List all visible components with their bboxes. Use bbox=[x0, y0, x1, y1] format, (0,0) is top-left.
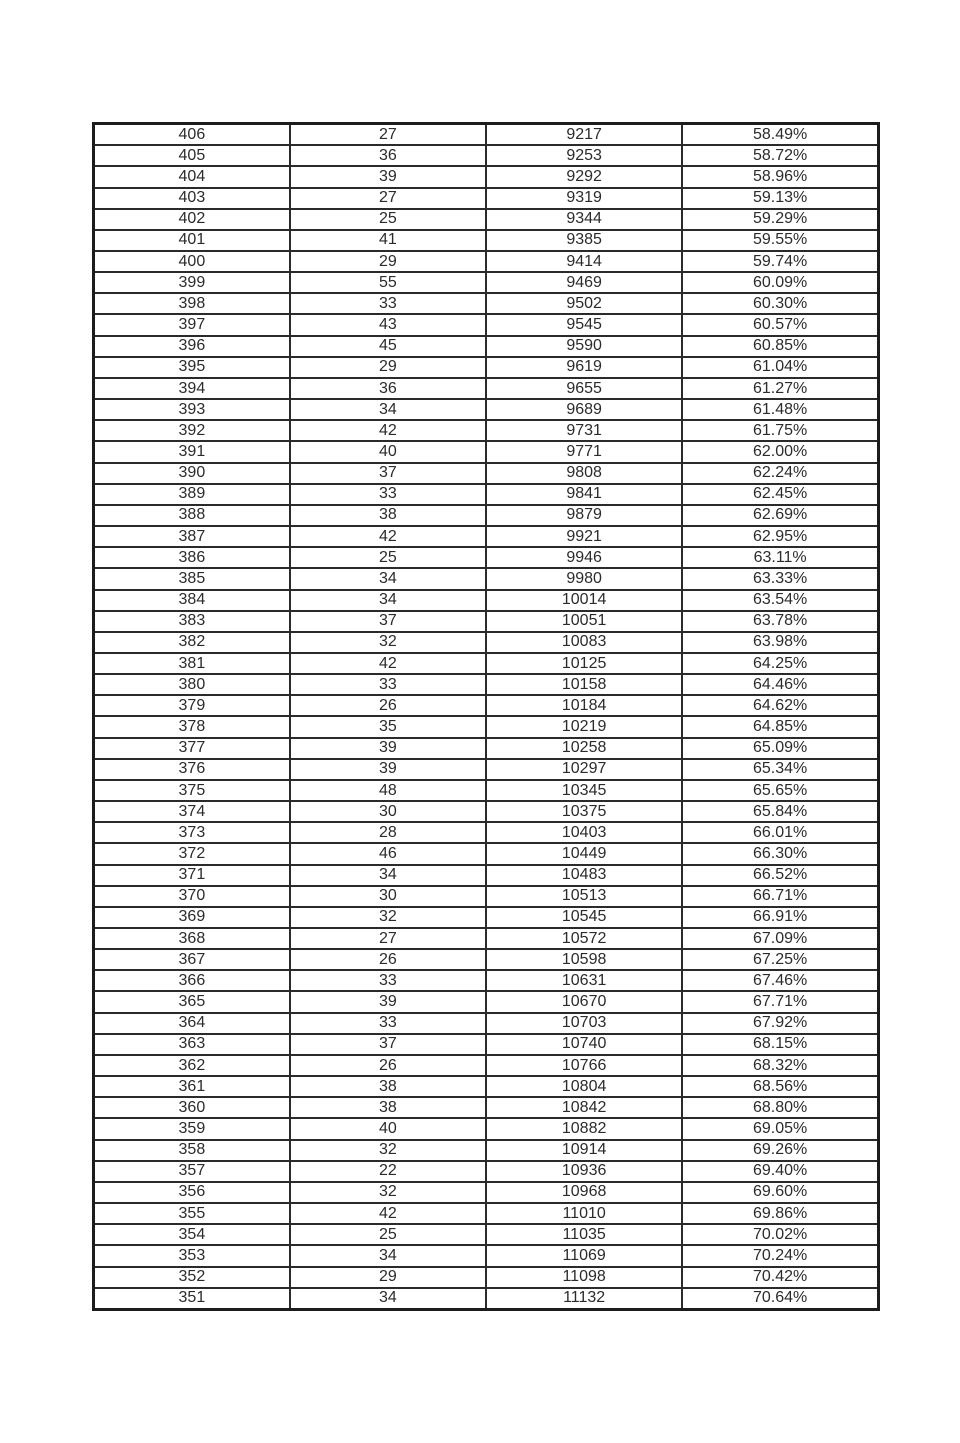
table-cell: 38 bbox=[290, 1097, 486, 1118]
table-cell: 363 bbox=[94, 1034, 290, 1055]
table-cell: 42 bbox=[290, 526, 486, 547]
table-cell: 45 bbox=[290, 336, 486, 357]
table-cell: 9545 bbox=[486, 314, 682, 335]
table-cell: 33 bbox=[290, 1013, 486, 1034]
table-cell: 34 bbox=[290, 590, 486, 611]
table-cell: 400 bbox=[94, 251, 290, 272]
table-cell: 406 bbox=[94, 124, 290, 146]
table-cell: 62.00% bbox=[682, 441, 878, 462]
table-cell: 64.46% bbox=[682, 674, 878, 695]
table-cell: 9731 bbox=[486, 420, 682, 441]
table-row bbox=[94, 1076, 879, 1097]
table-cell: 28 bbox=[290, 822, 486, 843]
table-cell: 26 bbox=[290, 1055, 486, 1076]
table-row bbox=[94, 716, 879, 737]
table-row bbox=[94, 272, 879, 293]
table-cell: 26 bbox=[290, 695, 486, 716]
table-cell: 70.64% bbox=[682, 1288, 878, 1310]
table-cell: 63.54% bbox=[682, 590, 878, 611]
table-cell: 59.55% bbox=[682, 230, 878, 251]
table-cell: 10375 bbox=[486, 801, 682, 822]
table-cell: 367 bbox=[94, 949, 290, 970]
table-cell: 10766 bbox=[486, 1055, 682, 1076]
table-cell: 11069 bbox=[486, 1245, 682, 1266]
table-cell: 10882 bbox=[486, 1118, 682, 1139]
table-row bbox=[94, 1097, 879, 1118]
table-row bbox=[94, 505, 879, 526]
table-cell: 40 bbox=[290, 1118, 486, 1139]
table-cell: 40 bbox=[290, 441, 486, 462]
table-cell: 39 bbox=[290, 991, 486, 1012]
table-cell: 33 bbox=[290, 970, 486, 991]
table-cell: 11010 bbox=[486, 1203, 682, 1224]
table-cell: 42 bbox=[290, 420, 486, 441]
table-cell: 42 bbox=[290, 1203, 486, 1224]
table-cell: 62.69% bbox=[682, 505, 878, 526]
table-row bbox=[94, 230, 879, 251]
table-cell: 9469 bbox=[486, 272, 682, 293]
table-cell: 403 bbox=[94, 188, 290, 209]
table-cell: 68.32% bbox=[682, 1055, 878, 1076]
table-cell: 385 bbox=[94, 568, 290, 589]
table-row bbox=[94, 1118, 879, 1139]
table-row bbox=[94, 420, 879, 441]
table-row bbox=[94, 970, 879, 991]
table-cell: 34 bbox=[290, 399, 486, 420]
table-row bbox=[94, 1055, 879, 1076]
table-cell: 63.33% bbox=[682, 568, 878, 589]
table-cell: 41 bbox=[290, 230, 486, 251]
table-row bbox=[94, 865, 879, 886]
table-cell: 383 bbox=[94, 611, 290, 632]
table-row bbox=[94, 166, 879, 187]
table-cell: 60.30% bbox=[682, 293, 878, 314]
table-cell: 69.60% bbox=[682, 1182, 878, 1203]
table-row bbox=[94, 209, 879, 230]
table-row bbox=[94, 568, 879, 589]
table-cell: 360 bbox=[94, 1097, 290, 1118]
table-cell: 61.48% bbox=[682, 399, 878, 420]
table-row bbox=[94, 1182, 879, 1203]
table-cell: 387 bbox=[94, 526, 290, 547]
table-cell: 380 bbox=[94, 674, 290, 695]
table-cell: 374 bbox=[94, 801, 290, 822]
table-cell: 393 bbox=[94, 399, 290, 420]
table-cell: 59.74% bbox=[682, 251, 878, 272]
table-cell: 10936 bbox=[486, 1161, 682, 1182]
table-cell: 9689 bbox=[486, 399, 682, 420]
table-cell: 10403 bbox=[486, 822, 682, 843]
table-cell: 10804 bbox=[486, 1076, 682, 1097]
table-row bbox=[94, 1288, 879, 1310]
table-cell: 65.34% bbox=[682, 759, 878, 780]
table-cell: 9253 bbox=[486, 145, 682, 166]
table-row bbox=[94, 484, 879, 505]
table-cell: 399 bbox=[94, 272, 290, 293]
table-cell: 67.25% bbox=[682, 949, 878, 970]
table-row bbox=[94, 399, 879, 420]
table-cell: 9619 bbox=[486, 357, 682, 378]
table-cell: 38 bbox=[290, 505, 486, 526]
table-cell: 30 bbox=[290, 886, 486, 907]
table-row bbox=[94, 928, 879, 949]
table-cell: 377 bbox=[94, 738, 290, 759]
table-cell: 70.42% bbox=[682, 1267, 878, 1288]
table-cell: 357 bbox=[94, 1161, 290, 1182]
table-cell: 70.24% bbox=[682, 1245, 878, 1266]
table-cell: 34 bbox=[290, 1245, 486, 1266]
table-row bbox=[94, 653, 879, 674]
table-cell: 10125 bbox=[486, 653, 682, 674]
table-cell: 402 bbox=[94, 209, 290, 230]
table-cell: 9414 bbox=[486, 251, 682, 272]
table-cell: 10014 bbox=[486, 590, 682, 611]
table-row bbox=[94, 1267, 879, 1288]
table-cell: 61.27% bbox=[682, 378, 878, 399]
table-cell: 32 bbox=[290, 1140, 486, 1161]
table-cell: 59.29% bbox=[682, 209, 878, 230]
table-cell: 32 bbox=[290, 1182, 486, 1203]
table-cell: 9946 bbox=[486, 547, 682, 568]
table-cell: 68.56% bbox=[682, 1076, 878, 1097]
table-cell: 382 bbox=[94, 632, 290, 653]
table-cell: 386 bbox=[94, 547, 290, 568]
table-row bbox=[94, 991, 879, 1012]
table-cell: 10483 bbox=[486, 865, 682, 886]
table-cell: 9319 bbox=[486, 188, 682, 209]
table-cell: 27 bbox=[290, 928, 486, 949]
table-cell: 384 bbox=[94, 590, 290, 611]
table-cell: 10345 bbox=[486, 780, 682, 801]
table-cell: 396 bbox=[94, 336, 290, 357]
table-cell: 39 bbox=[290, 166, 486, 187]
table-row bbox=[94, 843, 879, 864]
table-cell: 36 bbox=[290, 145, 486, 166]
table-cell: 59.13% bbox=[682, 188, 878, 209]
table-cell: 33 bbox=[290, 293, 486, 314]
table-row bbox=[94, 547, 879, 568]
table-cell: 390 bbox=[94, 463, 290, 484]
table-cell: 58.49% bbox=[682, 124, 878, 146]
table-cell: 69.86% bbox=[682, 1203, 878, 1224]
table-row bbox=[94, 124, 879, 146]
table-cell: 378 bbox=[94, 716, 290, 737]
table-cell: 10545 bbox=[486, 907, 682, 928]
table-cell: 9879 bbox=[486, 505, 682, 526]
table-cell: 37 bbox=[290, 611, 486, 632]
score-distribution-table bbox=[92, 122, 880, 1311]
table-cell: 58.96% bbox=[682, 166, 878, 187]
table-row bbox=[94, 1203, 879, 1224]
table-row bbox=[94, 188, 879, 209]
table-cell: 68.15% bbox=[682, 1034, 878, 1055]
table-cell: 69.26% bbox=[682, 1140, 878, 1161]
table-cell: 42 bbox=[290, 653, 486, 674]
table-cell: 375 bbox=[94, 780, 290, 801]
table-row bbox=[94, 1140, 879, 1161]
table-cell: 63.78% bbox=[682, 611, 878, 632]
table-cell: 36 bbox=[290, 378, 486, 399]
table-cell: 55 bbox=[290, 272, 486, 293]
table-cell: 9502 bbox=[486, 293, 682, 314]
table-row bbox=[94, 822, 879, 843]
table-cell: 395 bbox=[94, 357, 290, 378]
table-cell: 67.46% bbox=[682, 970, 878, 991]
table-cell: 64.62% bbox=[682, 695, 878, 716]
table-cell: 66.71% bbox=[682, 886, 878, 907]
table-cell: 65.65% bbox=[682, 780, 878, 801]
table-cell: 33 bbox=[290, 484, 486, 505]
table-cell: 355 bbox=[94, 1203, 290, 1224]
table-cell: 34 bbox=[290, 865, 486, 886]
table-cell: 39 bbox=[290, 738, 486, 759]
table-cell: 10513 bbox=[486, 886, 682, 907]
table-cell: 9921 bbox=[486, 526, 682, 547]
table-cell: 27 bbox=[290, 124, 486, 146]
table-cell: 381 bbox=[94, 653, 290, 674]
table-cell: 64.25% bbox=[682, 653, 878, 674]
table-cell: 48 bbox=[290, 780, 486, 801]
table-cell: 401 bbox=[94, 230, 290, 251]
table-row bbox=[94, 1034, 879, 1055]
table-cell: 366 bbox=[94, 970, 290, 991]
table-cell: 37 bbox=[290, 1034, 486, 1055]
table-cell: 369 bbox=[94, 907, 290, 928]
table-cell: 9292 bbox=[486, 166, 682, 187]
table-row bbox=[94, 1161, 879, 1182]
table-row bbox=[94, 590, 879, 611]
table-row bbox=[94, 357, 879, 378]
table-row bbox=[94, 336, 879, 357]
table-cell: 58.72% bbox=[682, 145, 878, 166]
table-cell: 70.02% bbox=[682, 1224, 878, 1245]
table-cell: 353 bbox=[94, 1245, 290, 1266]
table-cell: 66.01% bbox=[682, 822, 878, 843]
table-cell: 352 bbox=[94, 1267, 290, 1288]
table-body bbox=[94, 124, 879, 1310]
table-cell: 34 bbox=[290, 568, 486, 589]
table-row bbox=[94, 632, 879, 653]
table-cell: 11035 bbox=[486, 1224, 682, 1245]
table-cell: 10670 bbox=[486, 991, 682, 1012]
table-cell: 26 bbox=[290, 949, 486, 970]
table-cell: 10631 bbox=[486, 970, 682, 991]
table-row bbox=[94, 251, 879, 272]
table-cell: 365 bbox=[94, 991, 290, 1012]
table-cell: 32 bbox=[290, 907, 486, 928]
table-cell: 10740 bbox=[486, 1034, 682, 1055]
table-cell: 389 bbox=[94, 484, 290, 505]
table-row bbox=[94, 145, 879, 166]
table-cell: 60.85% bbox=[682, 336, 878, 357]
table-cell: 11132 bbox=[486, 1288, 682, 1310]
table-cell: 9980 bbox=[486, 568, 682, 589]
table-cell: 391 bbox=[94, 441, 290, 462]
table-cell: 60.57% bbox=[682, 314, 878, 335]
table-cell: 62.24% bbox=[682, 463, 878, 484]
table-cell: 63.98% bbox=[682, 632, 878, 653]
table-cell: 351 bbox=[94, 1288, 290, 1310]
table-cell: 39 bbox=[290, 759, 486, 780]
table-cell: 65.84% bbox=[682, 801, 878, 822]
table-cell: 379 bbox=[94, 695, 290, 716]
table-row bbox=[94, 674, 879, 695]
table-cell: 9771 bbox=[486, 441, 682, 462]
table-cell: 10158 bbox=[486, 674, 682, 695]
table-cell: 29 bbox=[290, 1267, 486, 1288]
table-cell: 11098 bbox=[486, 1267, 682, 1288]
table-row bbox=[94, 1013, 879, 1034]
table-cell: 9217 bbox=[486, 124, 682, 146]
table-cell: 69.05% bbox=[682, 1118, 878, 1139]
table-cell: 9344 bbox=[486, 209, 682, 230]
table-row bbox=[94, 907, 879, 928]
table-cell: 10184 bbox=[486, 695, 682, 716]
table-cell: 10842 bbox=[486, 1097, 682, 1118]
table-row bbox=[94, 1224, 879, 1245]
table-cell: 361 bbox=[94, 1076, 290, 1097]
table-cell: 10914 bbox=[486, 1140, 682, 1161]
table-cell: 9655 bbox=[486, 378, 682, 399]
table-cell: 9841 bbox=[486, 484, 682, 505]
table-cell: 364 bbox=[94, 1013, 290, 1034]
table-cell: 404 bbox=[94, 166, 290, 187]
table-cell: 60.09% bbox=[682, 272, 878, 293]
table-cell: 10968 bbox=[486, 1182, 682, 1203]
table-row bbox=[94, 780, 879, 801]
table-cell: 33 bbox=[290, 674, 486, 695]
table-row bbox=[94, 801, 879, 822]
table-cell: 9590 bbox=[486, 336, 682, 357]
table-cell: 376 bbox=[94, 759, 290, 780]
table-cell: 35 bbox=[290, 716, 486, 737]
table-row bbox=[94, 293, 879, 314]
table-cell: 69.40% bbox=[682, 1161, 878, 1182]
table-cell: 10598 bbox=[486, 949, 682, 970]
table-row bbox=[94, 378, 879, 399]
table-cell: 10703 bbox=[486, 1013, 682, 1034]
table-cell: 25 bbox=[290, 209, 486, 230]
table-cell: 354 bbox=[94, 1224, 290, 1245]
table-cell: 398 bbox=[94, 293, 290, 314]
table-cell: 9808 bbox=[486, 463, 682, 484]
table-cell: 10449 bbox=[486, 843, 682, 864]
table-cell: 22 bbox=[290, 1161, 486, 1182]
table-cell: 394 bbox=[94, 378, 290, 399]
table-cell: 66.52% bbox=[682, 865, 878, 886]
table-cell: 358 bbox=[94, 1140, 290, 1161]
table-cell: 10083 bbox=[486, 632, 682, 653]
table-cell: 392 bbox=[94, 420, 290, 441]
table-cell: 362 bbox=[94, 1055, 290, 1076]
table-row bbox=[94, 759, 879, 780]
table-cell: 64.85% bbox=[682, 716, 878, 737]
table-row bbox=[94, 441, 879, 462]
table-cell: 371 bbox=[94, 865, 290, 886]
table-cell: 46 bbox=[290, 843, 486, 864]
table-cell: 68.80% bbox=[682, 1097, 878, 1118]
table-cell: 61.75% bbox=[682, 420, 878, 441]
table-cell: 10258 bbox=[486, 738, 682, 759]
table-cell: 397 bbox=[94, 314, 290, 335]
table-cell: 61.04% bbox=[682, 357, 878, 378]
table-cell: 10297 bbox=[486, 759, 682, 780]
table-cell: 63.11% bbox=[682, 547, 878, 568]
table-cell: 43 bbox=[290, 314, 486, 335]
table-cell: 67.71% bbox=[682, 991, 878, 1012]
table-cell: 29 bbox=[290, 357, 486, 378]
table-cell: 38 bbox=[290, 1076, 486, 1097]
table-cell: 10051 bbox=[486, 611, 682, 632]
table-cell: 9385 bbox=[486, 230, 682, 251]
table-row bbox=[94, 314, 879, 335]
table-cell: 25 bbox=[290, 1224, 486, 1245]
table-row bbox=[94, 463, 879, 484]
table-cell: 373 bbox=[94, 822, 290, 843]
table-cell: 27 bbox=[290, 188, 486, 209]
table-cell: 368 bbox=[94, 928, 290, 949]
table-cell: 30 bbox=[290, 801, 486, 822]
table-cell: 62.95% bbox=[682, 526, 878, 547]
table-cell: 62.45% bbox=[682, 484, 878, 505]
table-cell: 372 bbox=[94, 843, 290, 864]
table-cell: 34 bbox=[290, 1288, 486, 1310]
table-cell: 67.09% bbox=[682, 928, 878, 949]
table-cell: 37 bbox=[290, 463, 486, 484]
table-cell: 29 bbox=[290, 251, 486, 272]
table-cell: 10572 bbox=[486, 928, 682, 949]
table-row bbox=[94, 695, 879, 716]
table-row bbox=[94, 1245, 879, 1266]
table-cell: 370 bbox=[94, 886, 290, 907]
table-cell: 388 bbox=[94, 505, 290, 526]
table-cell: 405 bbox=[94, 145, 290, 166]
table-row bbox=[94, 949, 879, 970]
table-row bbox=[94, 526, 879, 547]
table-cell: 25 bbox=[290, 547, 486, 568]
table-cell: 359 bbox=[94, 1118, 290, 1139]
table-row bbox=[94, 611, 879, 632]
table-cell: 10219 bbox=[486, 716, 682, 737]
table-cell: 65.09% bbox=[682, 738, 878, 759]
table-cell: 356 bbox=[94, 1182, 290, 1203]
table-cell: 66.91% bbox=[682, 907, 878, 928]
table-cell: 32 bbox=[290, 632, 486, 653]
table-cell: 66.30% bbox=[682, 843, 878, 864]
table-row bbox=[94, 738, 879, 759]
table-cell: 67.92% bbox=[682, 1013, 878, 1034]
table-row bbox=[94, 886, 879, 907]
